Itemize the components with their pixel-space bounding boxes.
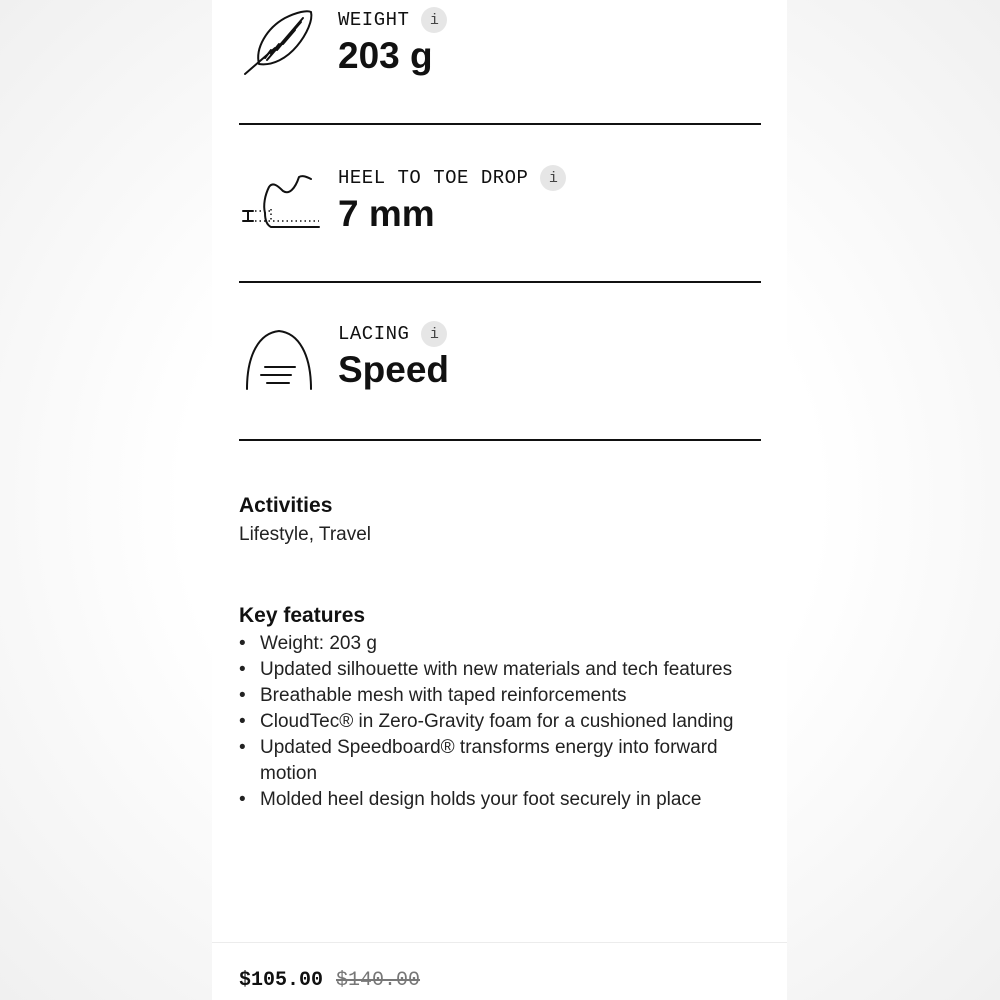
list-item: • CloudTec® in Zero-Gravity foam for a cushioned landing	[239, 709, 769, 735]
spec-weight-value: 203 g	[338, 35, 433, 76]
activities-section	[239, 491, 769, 549]
spec-lacing	[239, 283, 761, 441]
price-bar	[212, 942, 787, 1000]
spec-heel-drop-label-line	[338, 164, 566, 192]
lacing-icon	[241, 319, 321, 399]
activities-text: Lifestyle, Travel	[239, 524, 371, 545]
list-item: • Breathable mesh with taped reinforcements	[239, 683, 769, 709]
spec-lacing-value: Speed	[338, 349, 450, 390]
key-features-list	[239, 631, 769, 813]
spec-heel-drop-text	[338, 164, 566, 236]
spec-lacing-label-line	[338, 320, 449, 348]
activities-title: Activities	[239, 494, 333, 517]
list-item: • Molded heel design holds your foot securely in place	[239, 787, 769, 813]
spec-heel-drop-label: HEEL TO TOE DROP	[338, 167, 529, 189]
spec-weight	[239, 0, 761, 125]
list-item: • Weight: 203 g	[239, 631, 769, 657]
spec-weight-text	[338, 6, 447, 78]
price-current: $105.00	[239, 969, 324, 992]
price-original: $140.00	[336, 969, 421, 992]
spec-heel-drop	[239, 125, 761, 283]
key-features-title: Key features	[239, 604, 366, 627]
list-item: • Updated silhouette with new materials and tech features	[239, 657, 769, 683]
heel-drop-icon	[241, 165, 321, 245]
heel-drop-info-button[interactable]: i	[540, 165, 566, 191]
spec-weight-label: WEIGHT	[338, 9, 410, 31]
list-item: • Updated Speedboard® transforms energy into forward motion	[239, 735, 769, 787]
spec-weight-label-line	[338, 6, 447, 34]
lacing-info-button[interactable]: i	[421, 321, 447, 347]
product-details-panel	[212, 0, 787, 1000]
spec-lacing-label: LACING	[338, 323, 410, 345]
key-features-section	[239, 601, 769, 813]
feather-icon	[241, 4, 321, 84]
spec-lacing-text	[338, 320, 449, 392]
spec-heel-drop-value: 7 mm	[338, 193, 435, 234]
divider	[239, 439, 761, 441]
weight-info-button[interactable]: i	[421, 7, 447, 33]
